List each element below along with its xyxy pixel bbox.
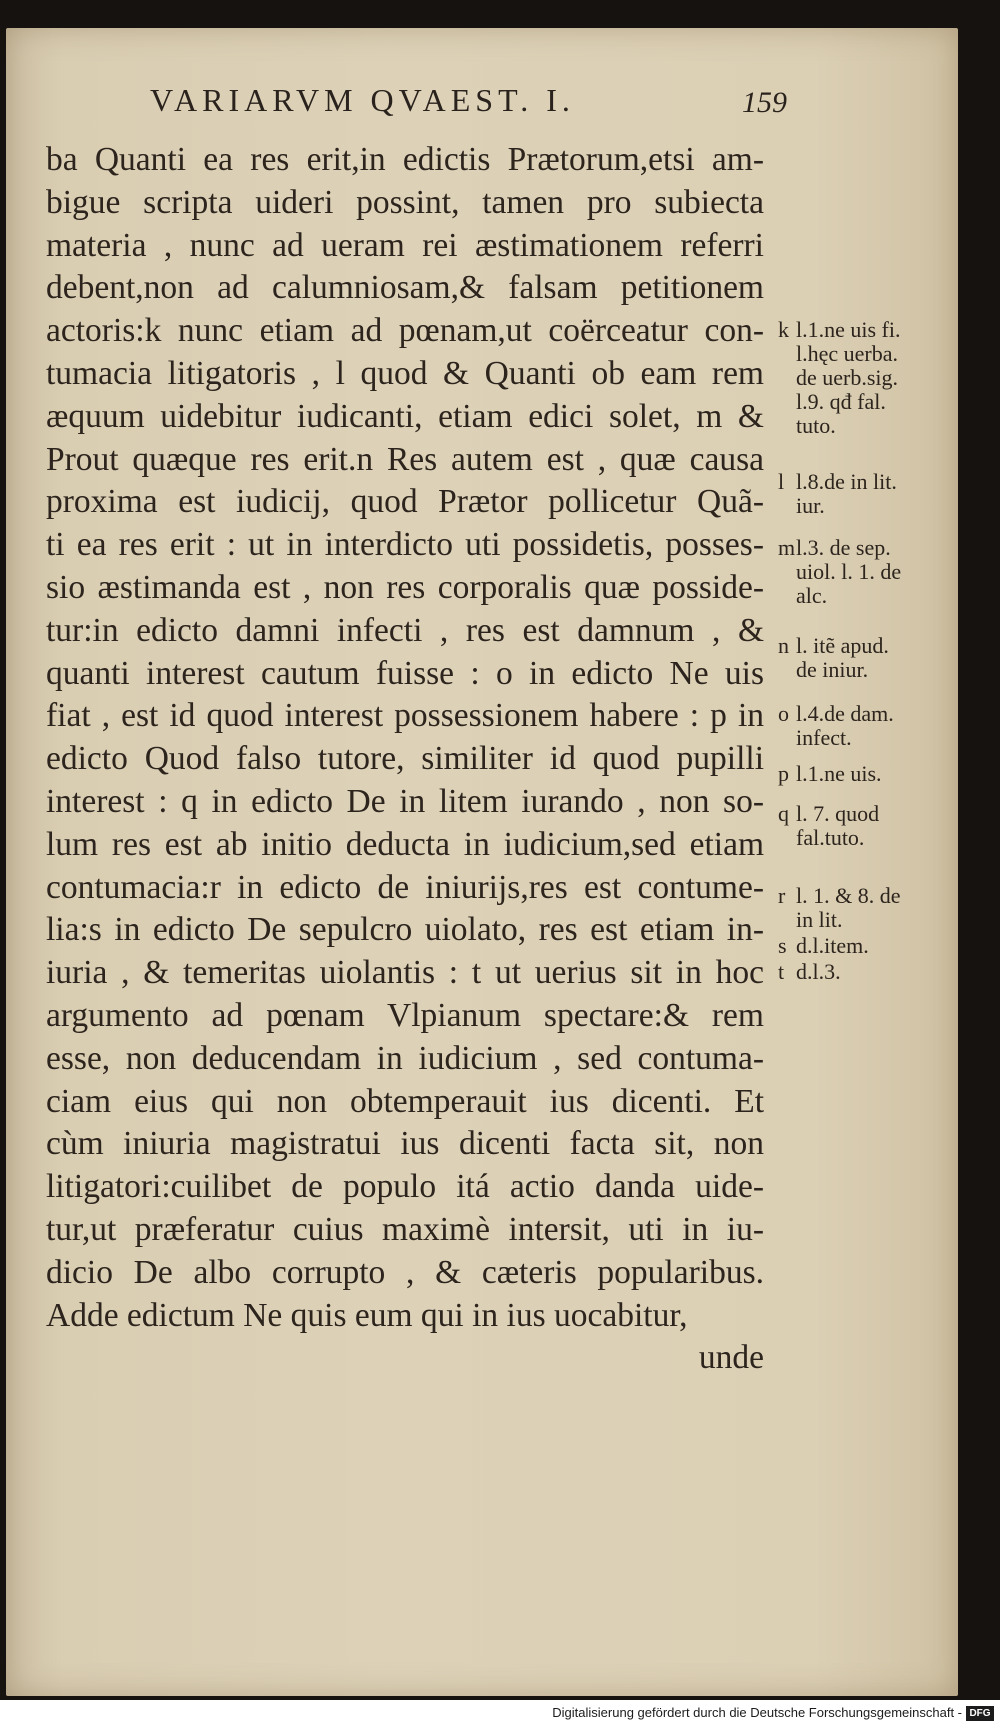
- note-text: l. 1. & 8. de: [796, 883, 901, 908]
- text-line: Prout quæque res erit.n Res autem est , quæ causa: [46, 440, 764, 478]
- note-text: tuto.: [796, 413, 836, 438]
- note-letter: l: [778, 469, 785, 494]
- footer-credit: Digitalisierung gefördert durch die Deutsche Forschungsgemeinschaft -: [552, 1705, 962, 1720]
- note-text: fal.tuto.: [796, 825, 865, 850]
- footer-bar: [0, 1700, 1000, 1730]
- text-line: ti ea res erit : ut in interdicto uti possidetis, posses-: [46, 526, 764, 564]
- text-line: proxima est iudicij, quod Prætor pollicetur Quã-: [46, 483, 764, 521]
- page-header: [150, 82, 940, 126]
- text-line: ba Quanti ea res erit,in edictis Prætorum,etsi am-: [46, 141, 764, 178]
- margin-note: [778, 884, 938, 932]
- running-head: VARIARVM QVAEST. I.: [150, 82, 575, 118]
- margin-note: [778, 934, 938, 958]
- text-line: tur:in edicto damni infecti , res est damnum , &: [46, 611, 764, 649]
- note-letter: p: [778, 761, 789, 786]
- note-text: l.8.de in lit.: [796, 469, 897, 494]
- note-letter: q: [778, 801, 789, 826]
- note-text: in lit.: [796, 907, 843, 932]
- text-line: iuria , & temeritas uiolantis : t ut uerius sit in hoc: [46, 954, 764, 992]
- text-line: actoris:k nunc etiam ad pœnam,ut coërceatur con-: [46, 312, 764, 350]
- note-text: l.3. de sep.: [796, 535, 891, 560]
- main-text-block: [46, 139, 764, 1380]
- note-text: d.l.3.: [796, 959, 841, 984]
- margin-note: [778, 470, 938, 518]
- text-line: Adde edictum Ne quis eum qui in ius uocabitur,: [46, 1296, 688, 1334]
- text-line: edicto Quod falso tutore, similiter id quod pupilli: [46, 740, 764, 778]
- text-line: cùm iniuria magistratui ius dicenti facta sit, non: [46, 1125, 764, 1163]
- text-line: contumacia:r in edicto de iniurijs,res est contume-: [46, 868, 764, 906]
- catchword: unde: [698, 1339, 764, 1377]
- note-letter: n: [778, 633, 789, 658]
- note-text: l. itẽ apud.: [796, 633, 889, 658]
- note-text: l.hęc uerba.: [796, 341, 898, 366]
- text-line: quanti interest cautum fuisse : o in edicto Ne uis: [46, 654, 764, 692]
- text-line: litigatori:cuilibet de populo itá actio danda uide-: [46, 1168, 764, 1206]
- note-letter: m: [778, 535, 796, 560]
- note-text: iur.: [796, 493, 825, 518]
- text-line: sio æstimanda est , non res corporalis quæ posside-: [46, 568, 764, 606]
- margin-note: [778, 318, 938, 438]
- text-line: bigue scripta uideri possint, tamen pro subiecta: [46, 183, 764, 221]
- text-line: dicio De albo corrupto , & cæteris popularibus.: [46, 1253, 764, 1291]
- note-letter: r: [778, 883, 786, 908]
- text-line: æquum uidebitur iudicanti, etiam edici solet, m &: [46, 397, 764, 435]
- margin-note: [778, 960, 938, 984]
- note-letter: t: [778, 959, 785, 984]
- margin-note: [778, 702, 938, 750]
- text-line: lum res est ab initio deducta in iudicium,sed etiam: [46, 825, 764, 863]
- text-line: tur,ut præferatur cuius maximè intersit, uti in iu-: [46, 1210, 764, 1248]
- note-text: l.9. qđ fal.: [796, 389, 886, 414]
- text-line: materia , nunc ad ueram rei æstimationem referri: [46, 226, 764, 264]
- note-text: de uerb.sig.: [796, 365, 899, 390]
- text-line: esse, non deducendam in iudicium , sed contuma-: [46, 1039, 764, 1077]
- note-text: l.1.ne uis fi.: [796, 317, 901, 342]
- note-text: l.4.de dam.: [796, 701, 894, 726]
- text-line: lia:s in edicto De sepulcro uiolato, res est etiam in-: [46, 911, 764, 949]
- note-letter: k: [778, 317, 789, 342]
- text-line: argumento ad pœnam Vlpianum spectare:& rem: [46, 996, 764, 1034]
- note-text: d.l.item.: [796, 933, 869, 958]
- text-line: tumacia litigatoris , l quod & Quanti ob eam rem: [46, 354, 764, 392]
- text-line: debent,non ad calumniosam,& falsam petitionem: [46, 269, 764, 307]
- text-line: fiat , est id quod interest possessionem habere : p in: [46, 697, 764, 735]
- note-text: de iniur.: [796, 657, 869, 682]
- note-text: uiol. l. 1. de: [796, 559, 902, 584]
- text-line: ciam eius qui non obtemperauit ius dicenti. Et: [46, 1082, 764, 1120]
- note-letter: s: [778, 933, 787, 958]
- note-text: alc.: [796, 583, 828, 608]
- margin-note: [778, 634, 938, 682]
- page-number: 159: [742, 86, 787, 119]
- note-text: l. 7. quod: [796, 801, 880, 826]
- margin-note: [778, 762, 938, 786]
- note-text: l.1.ne uis.: [796, 761, 882, 786]
- text-line: interest : q in edicto De in litem iurando , non so-: [46, 782, 764, 820]
- margin-note: [778, 536, 938, 608]
- note-text: infect.: [796, 725, 852, 750]
- note-letter: o: [778, 701, 789, 726]
- dfg-logo-icon: DFG: [966, 1706, 994, 1721]
- margin-note: [778, 802, 938, 850]
